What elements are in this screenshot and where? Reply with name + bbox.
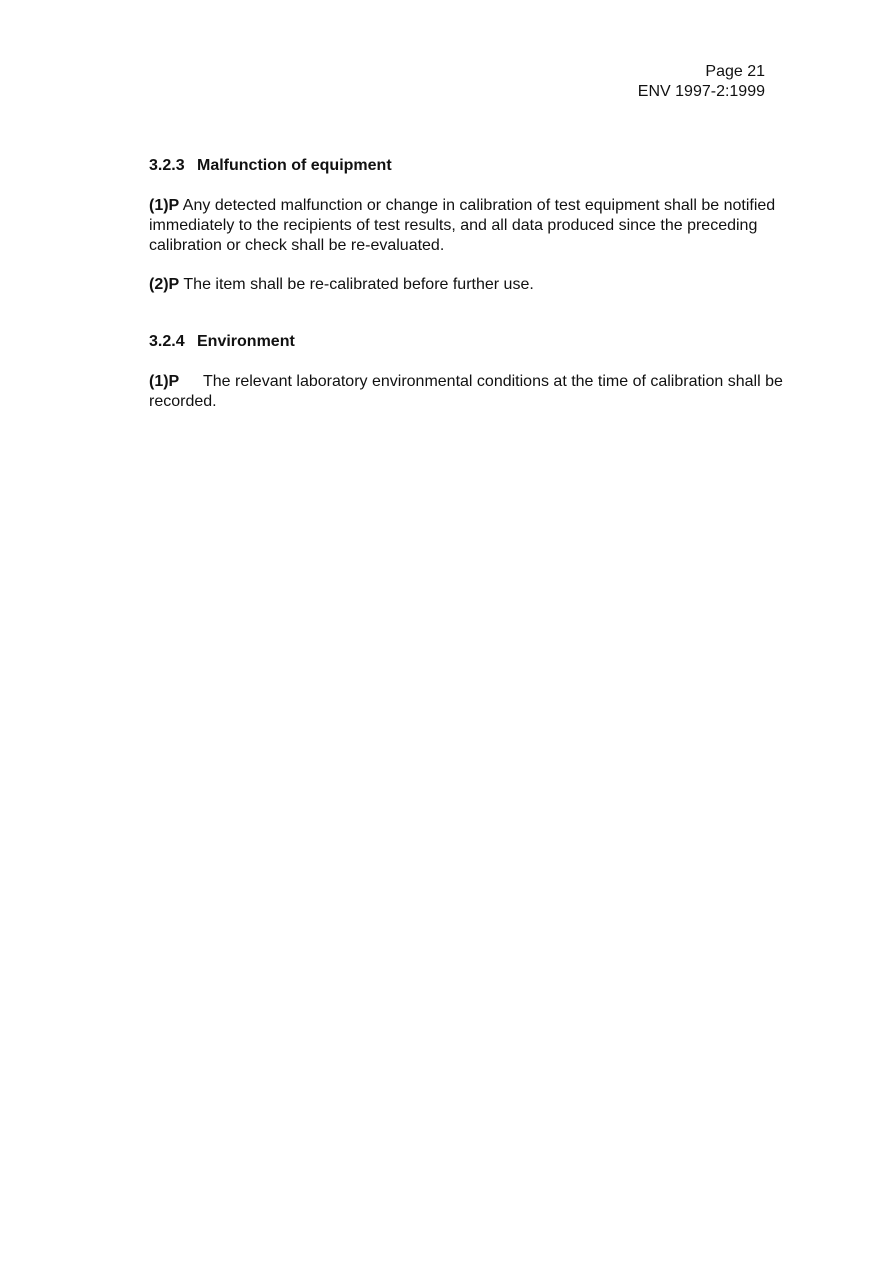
clause-text-line: immediately to the recipients of test results, and all data produced since the preceding [149, 217, 758, 234]
section-heading-3-2-4 [149, 332, 809, 352]
clause-3-2-3-2 [149, 275, 809, 295]
clause-3-2-3-1 [149, 196, 809, 256]
clause-3-2-4-1 [149, 372, 809, 412]
clause-text-line: The item shall be re-calibrated before further use. [183, 276, 534, 293]
document-code: ENV 1997-2:1999 [637, 83, 765, 100]
document-body [149, 156, 809, 412]
clause-text-line: The relevant laboratory environmental conditions at the time of calibration shall be [203, 373, 783, 390]
page-number: Page 21 [705, 63, 765, 80]
section-title: Environment [197, 333, 295, 350]
section-number: 3.2.3 [149, 157, 185, 174]
clause-text-line: Any detected malfunction or change in calibration of test equipment shall be notified [182, 197, 776, 214]
clause-text-line: calibration or check shall be re-evaluated. [149, 237, 445, 254]
page-header [638, 62, 765, 102]
section-number: 3.2.4 [149, 333, 185, 350]
clause-marker: (2)P [149, 276, 180, 293]
clause-text-line: recorded. [149, 393, 217, 410]
clause-marker: (1)P [149, 373, 180, 390]
section-title: Malfunction of equipment [197, 157, 392, 174]
section-heading-3-2-3 [149, 156, 809, 176]
clause-marker: (1)P [149, 197, 180, 214]
